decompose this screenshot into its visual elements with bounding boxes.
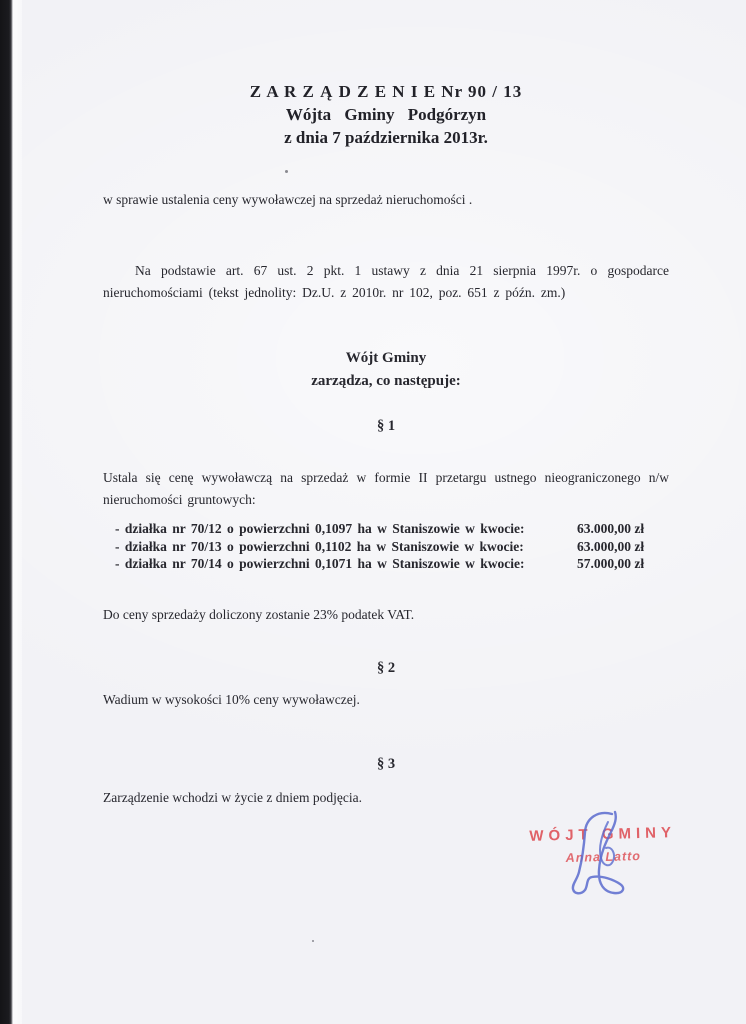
stamp-name-text: Anna Latto <box>565 849 642 865</box>
title-line-issuer: Wójta Gminy Podgórzyn <box>285 105 487 124</box>
plot-row <box>103 538 669 556</box>
plot-amount: 57.000,00 zł <box>577 556 645 571</box>
plot-label: - działka nr 70/13 o powierzchni 0,1102 ha w Staniszowie w kwocie: <box>115 538 524 554</box>
section3-mark: § 3 <box>376 755 396 772</box>
section2-body: Wadium w wysokości 10% ceny wywoławczej. <box>103 691 360 707</box>
plot-amount: 63.000,00 zł <box>577 521 645 536</box>
paper-sheet <box>22 0 746 1024</box>
order-heading-line1: Wójt Gminy <box>345 350 427 366</box>
order-heading <box>103 347 669 393</box>
title-line-date: z dnia 7 października 2013r. <box>284 128 488 147</box>
legal-basis-paragraph: Na podstawie art. 67 ust. 2 pkt. 1 ustawy z dnia 21 sierpnia 1997r. o gospodarce nieruchomościami (tekst jednolity: Dz.U. z 2010r. nr 102, poz. 651 z późn. zm.) <box>103 263 669 300</box>
dust-speck <box>312 940 314 942</box>
dust-speck <box>285 170 288 173</box>
section3-body: Zarządzenie wchodzi w życie z dniem podjęcia. <box>103 789 362 805</box>
section2-mark: § 2 <box>376 659 396 676</box>
document-content <box>103 0 669 806</box>
document-title-block <box>103 80 669 149</box>
plot-amount: 63.000,00 zł <box>577 538 645 554</box>
plot-label: - działka nr 70/12 o powierzchni 0,1097 ha w Staniszowie w kwocie: <box>115 521 525 536</box>
plot-label: - działka nr 70/14 o powierzchni 0,1071 ha w Staniszowie w kwocie: <box>115 556 525 571</box>
plot-row <box>103 555 669 573</box>
order-heading-line2: zarządza, co następuje: <box>311 373 461 389</box>
plot-row <box>103 520 669 538</box>
plot-list <box>103 520 669 573</box>
title-line-number: Z A R Z Ą D Z E N I E Nr 90 / 13 <box>249 82 523 101</box>
vat-note: Do ceny sprzedaży doliczony zostanie 23% podatek VAT. <box>103 606 415 622</box>
section1-mark: § 1 <box>376 418 396 434</box>
section1-body: Ustala się cenę wywoławczą na sprzedaż w formie II przetargu ustnego nieograniczonego n/w nieruchomości gruntowych: <box>103 470 669 507</box>
subject-line: w sprawie ustalenia ceny wywoławczej na sprzedaż nieruchomości . <box>103 192 473 207</box>
official-stamp <box>528 824 679 866</box>
stamp-title-text: WÓJT GMINY <box>529 824 677 845</box>
